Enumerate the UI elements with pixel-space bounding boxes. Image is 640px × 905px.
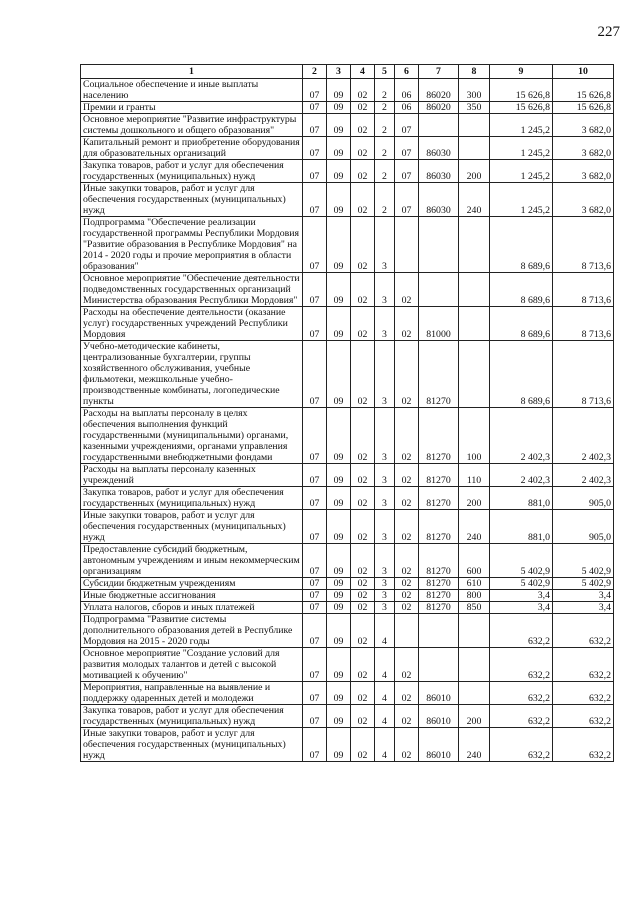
row-description: Мероприятия, направленные на выявление и поддержку одаренных детей и молодежи bbox=[81, 682, 303, 705]
cell-col-2: 07 bbox=[303, 79, 327, 102]
cell-col-9: 15 626,8 bbox=[490, 102, 553, 114]
table-row bbox=[81, 578, 614, 590]
cell-col-8: 800 bbox=[459, 590, 490, 602]
cell-col-9: 8 689,6 bbox=[490, 273, 553, 307]
cell-col-8: 610 bbox=[459, 578, 490, 590]
cell-col-4: 02 bbox=[351, 114, 375, 137]
cell-col-4: 02 bbox=[351, 602, 375, 614]
cell-col-6: 02 bbox=[395, 590, 419, 602]
cell-col-2: 07 bbox=[303, 590, 327, 602]
cell-col-7: 81270 bbox=[419, 510, 459, 544]
cell-col-5: 2 bbox=[375, 102, 395, 114]
cell-col-4: 02 bbox=[351, 614, 375, 648]
cell-col-2: 07 bbox=[303, 341, 327, 408]
cell-col-2: 07 bbox=[303, 648, 327, 682]
table-body bbox=[81, 79, 614, 762]
cell-col-5: 2 bbox=[375, 183, 395, 217]
column-header: 2 bbox=[303, 65, 327, 79]
cell-col-8: 100 bbox=[459, 408, 490, 464]
cell-col-9: 1 245,2 bbox=[490, 160, 553, 183]
cell-col-8 bbox=[459, 137, 490, 160]
cell-col-3: 09 bbox=[327, 217, 351, 273]
row-description: Уплата налогов, сборов и иных платежей bbox=[81, 602, 303, 614]
cell-col-2: 07 bbox=[303, 307, 327, 341]
cell-col-10: 15 626,8 bbox=[553, 79, 614, 102]
row-description: Закупка товаров, работ и услуг для обеспечения государственных (муниципальных) нужд bbox=[81, 705, 303, 728]
cell-col-7: 81270 bbox=[419, 544, 459, 578]
cell-col-5: 3 bbox=[375, 602, 395, 614]
table-row bbox=[81, 408, 614, 464]
cell-col-4: 02 bbox=[351, 728, 375, 762]
cell-col-4: 02 bbox=[351, 137, 375, 160]
cell-col-10: 3,4 bbox=[553, 602, 614, 614]
cell-col-9: 8 689,6 bbox=[490, 217, 553, 273]
cell-col-6: 02 bbox=[395, 487, 419, 510]
cell-col-6: 02 bbox=[395, 578, 419, 590]
table-row bbox=[81, 705, 614, 728]
cell-col-6: 02 bbox=[395, 341, 419, 408]
cell-col-4: 02 bbox=[351, 183, 375, 217]
cell-col-4: 02 bbox=[351, 578, 375, 590]
cell-col-6: 07 bbox=[395, 160, 419, 183]
row-description: Учебно-методические кабинеты, централизованные бухгалтерии, группы хозяйственного обслуживания, учебные фильмотеки, межшкольные учебно-производственные комбинаты, логопедические пункты bbox=[81, 341, 303, 408]
cell-col-2: 07 bbox=[303, 464, 327, 487]
cell-col-5: 2 bbox=[375, 160, 395, 183]
cell-col-6: 02 bbox=[395, 544, 419, 578]
cell-col-4: 02 bbox=[351, 682, 375, 705]
cell-col-8: 240 bbox=[459, 510, 490, 544]
table-row bbox=[81, 602, 614, 614]
cell-col-5: 4 bbox=[375, 648, 395, 682]
cell-col-6: 07 bbox=[395, 137, 419, 160]
row-description: Премии и гранты bbox=[81, 102, 303, 114]
cell-col-10: 632,2 bbox=[553, 682, 614, 705]
row-description: Субсидии бюджетным учреждениям bbox=[81, 578, 303, 590]
cell-col-10: 3 682,0 bbox=[553, 183, 614, 217]
cell-col-4: 02 bbox=[351, 487, 375, 510]
cell-col-8: 110 bbox=[459, 464, 490, 487]
cell-col-10: 3 682,0 bbox=[553, 114, 614, 137]
cell-col-2: 07 bbox=[303, 602, 327, 614]
cell-col-3: 09 bbox=[327, 510, 351, 544]
row-description: Подпрограмма "Развитие системы дополнительного образования детей в Республике Мордовия на 2015 - 2020 годы bbox=[81, 614, 303, 648]
cell-col-7: 81270 bbox=[419, 341, 459, 408]
table-row bbox=[81, 648, 614, 682]
column-header: 7 bbox=[419, 65, 459, 79]
cell-col-3: 09 bbox=[327, 602, 351, 614]
cell-col-5: 2 bbox=[375, 137, 395, 160]
cell-col-8 bbox=[459, 307, 490, 341]
cell-col-2: 07 bbox=[303, 114, 327, 137]
cell-col-7: 81000 bbox=[419, 307, 459, 341]
column-header: 9 bbox=[490, 65, 553, 79]
cell-col-3: 09 bbox=[327, 114, 351, 137]
cell-col-4: 02 bbox=[351, 590, 375, 602]
cell-col-3: 09 bbox=[327, 728, 351, 762]
cell-col-5: 3 bbox=[375, 590, 395, 602]
cell-col-7 bbox=[419, 648, 459, 682]
cell-col-3: 09 bbox=[327, 614, 351, 648]
cell-col-5: 4 bbox=[375, 705, 395, 728]
cell-col-10: 632,2 bbox=[553, 705, 614, 728]
table-row bbox=[81, 464, 614, 487]
cell-col-2: 07 bbox=[303, 102, 327, 114]
cell-col-10: 3 682,0 bbox=[553, 137, 614, 160]
table-row bbox=[81, 728, 614, 762]
cell-col-8 bbox=[459, 614, 490, 648]
table-row bbox=[81, 183, 614, 217]
cell-col-10: 15 626,8 bbox=[553, 102, 614, 114]
cell-col-8 bbox=[459, 114, 490, 137]
cell-col-7 bbox=[419, 614, 459, 648]
cell-col-2: 07 bbox=[303, 578, 327, 590]
cell-col-3: 09 bbox=[327, 648, 351, 682]
cell-col-6: 02 bbox=[395, 408, 419, 464]
cell-col-10: 8 713,6 bbox=[553, 273, 614, 307]
cell-col-3: 09 bbox=[327, 160, 351, 183]
cell-col-9: 632,2 bbox=[490, 682, 553, 705]
row-description: Иные закупки товаров, работ и услуг для обеспечения государственных (муниципальных) нужд bbox=[81, 183, 303, 217]
cell-col-4: 02 bbox=[351, 273, 375, 307]
row-description: Иные закупки товаров, работ и услуг для обеспечения государственных (муниципальных) нужд bbox=[81, 728, 303, 762]
column-header: 3 bbox=[327, 65, 351, 79]
cell-col-4: 02 bbox=[351, 705, 375, 728]
cell-col-3: 09 bbox=[327, 341, 351, 408]
cell-col-7 bbox=[419, 273, 459, 307]
cell-col-3: 09 bbox=[327, 137, 351, 160]
row-description: Социальное обеспечение и иные выплаты населению bbox=[81, 79, 303, 102]
cell-col-10: 905,0 bbox=[553, 510, 614, 544]
column-header: 6 bbox=[395, 65, 419, 79]
row-description: Основное мероприятие "Создание условий для развития молодых талантов и детей с высокой мотивацией к обучению" bbox=[81, 648, 303, 682]
cell-col-10: 2 402,3 bbox=[553, 464, 614, 487]
cell-col-4: 02 bbox=[351, 102, 375, 114]
row-description: Расходы на выплаты персоналу в целях обеспечения выполнения функций государственными (муниципальными) органами, казенными учреждениями, органами управления государственными внебюджетными фондами bbox=[81, 408, 303, 464]
cell-col-5: 4 bbox=[375, 614, 395, 648]
cell-col-8 bbox=[459, 341, 490, 408]
table-row bbox=[81, 487, 614, 510]
cell-col-4: 02 bbox=[351, 160, 375, 183]
cell-col-8: 240 bbox=[459, 728, 490, 762]
row-description: Подпрограмма "Обеспечение реализации государственной программы Республики Мордовия "Развитие образования в Республике Мордовия" на 2014 - 2020 годы и прочие мероприятия в области образования" bbox=[81, 217, 303, 273]
cell-col-3: 09 bbox=[327, 705, 351, 728]
cell-col-6: 07 bbox=[395, 183, 419, 217]
cell-col-3: 09 bbox=[327, 273, 351, 307]
cell-col-3: 09 bbox=[327, 183, 351, 217]
cell-col-2: 07 bbox=[303, 705, 327, 728]
cell-col-5: 2 bbox=[375, 79, 395, 102]
cell-col-5: 3 bbox=[375, 544, 395, 578]
page-number: 227 bbox=[597, 24, 620, 40]
table-row bbox=[81, 614, 614, 648]
cell-col-5: 3 bbox=[375, 464, 395, 487]
row-description: Капитальный ремонт и приобретение оборудования для образовательных организаций bbox=[81, 137, 303, 160]
cell-col-10: 905,0 bbox=[553, 487, 614, 510]
cell-col-2: 07 bbox=[303, 728, 327, 762]
cell-col-5: 3 bbox=[375, 510, 395, 544]
cell-col-4: 02 bbox=[351, 544, 375, 578]
cell-col-9: 1 245,2 bbox=[490, 137, 553, 160]
table-row bbox=[81, 217, 614, 273]
cell-col-6: 02 bbox=[395, 273, 419, 307]
header-row bbox=[81, 65, 614, 79]
cell-col-6: 02 bbox=[395, 307, 419, 341]
cell-col-6: 02 bbox=[395, 602, 419, 614]
cell-col-9: 5 402,9 bbox=[490, 578, 553, 590]
row-description: Расходы на выплаты персоналу казенных учреждений bbox=[81, 464, 303, 487]
cell-col-2: 07 bbox=[303, 510, 327, 544]
cell-col-2: 07 bbox=[303, 160, 327, 183]
cell-col-7: 81270 bbox=[419, 408, 459, 464]
cell-col-5: 3 bbox=[375, 578, 395, 590]
cell-col-8: 200 bbox=[459, 487, 490, 510]
cell-col-5: 3 bbox=[375, 487, 395, 510]
cell-col-9: 8 689,6 bbox=[490, 341, 553, 408]
row-description: Предоставление субсидий бюджетным, автономным учреждениям и иным некоммерческим организациям bbox=[81, 544, 303, 578]
cell-col-9: 881,0 bbox=[490, 487, 553, 510]
table-row bbox=[81, 510, 614, 544]
cell-col-4: 02 bbox=[351, 341, 375, 408]
cell-col-2: 07 bbox=[303, 217, 327, 273]
cell-col-9: 3,4 bbox=[490, 602, 553, 614]
cell-col-3: 09 bbox=[327, 464, 351, 487]
cell-col-2: 07 bbox=[303, 682, 327, 705]
cell-col-9: 632,2 bbox=[490, 728, 553, 762]
cell-col-2: 07 bbox=[303, 137, 327, 160]
cell-col-2: 07 bbox=[303, 273, 327, 307]
cell-col-9: 5 402,9 bbox=[490, 544, 553, 578]
cell-col-9: 2 402,3 bbox=[490, 464, 553, 487]
cell-col-7: 86020 bbox=[419, 102, 459, 114]
cell-col-2: 07 bbox=[303, 544, 327, 578]
cell-col-6: 02 bbox=[395, 464, 419, 487]
cell-col-7: 81270 bbox=[419, 590, 459, 602]
row-description: Закупка товаров, работ и услуг для обеспечения государственных (муниципальных) нужд bbox=[81, 160, 303, 183]
cell-col-6: 06 bbox=[395, 79, 419, 102]
cell-col-3: 09 bbox=[327, 307, 351, 341]
cell-col-6: 02 bbox=[395, 510, 419, 544]
cell-col-10: 5 402,9 bbox=[553, 578, 614, 590]
cell-col-4: 02 bbox=[351, 79, 375, 102]
cell-col-3: 09 bbox=[327, 578, 351, 590]
cell-col-3: 09 bbox=[327, 682, 351, 705]
cell-col-5: 2 bbox=[375, 114, 395, 137]
cell-col-7 bbox=[419, 217, 459, 273]
cell-col-5: 3 bbox=[375, 307, 395, 341]
cell-col-5: 3 bbox=[375, 217, 395, 273]
cell-col-6: 02 bbox=[395, 728, 419, 762]
cell-col-4: 02 bbox=[351, 217, 375, 273]
cell-col-10: 8 713,6 bbox=[553, 217, 614, 273]
cell-col-9: 632,2 bbox=[490, 648, 553, 682]
cell-col-5: 3 bbox=[375, 341, 395, 408]
cell-col-9: 15 626,8 bbox=[490, 79, 553, 102]
cell-col-3: 09 bbox=[327, 590, 351, 602]
column-header: 10 bbox=[553, 65, 614, 79]
cell-col-5: 3 bbox=[375, 273, 395, 307]
cell-col-2: 07 bbox=[303, 487, 327, 510]
cell-col-9: 1 245,2 bbox=[490, 114, 553, 137]
cell-col-7: 81270 bbox=[419, 464, 459, 487]
cell-col-10: 3,4 bbox=[553, 590, 614, 602]
cell-col-8 bbox=[459, 682, 490, 705]
cell-col-7: 86010 bbox=[419, 705, 459, 728]
cell-col-9: 2 402,3 bbox=[490, 408, 553, 464]
cell-col-3: 09 bbox=[327, 487, 351, 510]
cell-col-10: 8 713,6 bbox=[553, 307, 614, 341]
cell-col-9: 881,0 bbox=[490, 510, 553, 544]
cell-col-7: 86030 bbox=[419, 183, 459, 217]
table-row bbox=[81, 273, 614, 307]
cell-col-2: 07 bbox=[303, 408, 327, 464]
cell-col-4: 02 bbox=[351, 408, 375, 464]
row-description: Основное мероприятие "Развитие инфраструктуры системы дошкольного и общего образования" bbox=[81, 114, 303, 137]
cell-col-8: 200 bbox=[459, 160, 490, 183]
cell-col-8 bbox=[459, 273, 490, 307]
cell-col-7: 86030 bbox=[419, 160, 459, 183]
column-header: 8 bbox=[459, 65, 490, 79]
cell-col-6 bbox=[395, 614, 419, 648]
cell-col-7: 81270 bbox=[419, 578, 459, 590]
cell-col-5: 3 bbox=[375, 408, 395, 464]
cell-col-9: 3,4 bbox=[490, 590, 553, 602]
cell-col-9: 8 689,6 bbox=[490, 307, 553, 341]
cell-col-7: 86020 bbox=[419, 79, 459, 102]
cell-col-5: 4 bbox=[375, 682, 395, 705]
cell-col-3: 09 bbox=[327, 544, 351, 578]
cell-col-4: 02 bbox=[351, 510, 375, 544]
cell-col-7: 86010 bbox=[419, 728, 459, 762]
row-description: Расходы на обеспечение деятельности (оказание услуг) государственных учреждений Республики Мордовия bbox=[81, 307, 303, 341]
row-description: Иные бюджетные ассигнования bbox=[81, 590, 303, 602]
cell-col-10: 5 402,9 bbox=[553, 544, 614, 578]
cell-col-7: 81270 bbox=[419, 487, 459, 510]
table-row bbox=[81, 590, 614, 602]
column-header: 5 bbox=[375, 65, 395, 79]
cell-col-10: 632,2 bbox=[553, 728, 614, 762]
table-row bbox=[81, 307, 614, 341]
table-row bbox=[81, 114, 614, 137]
cell-col-7: 81270 bbox=[419, 602, 459, 614]
cell-col-8: 300 bbox=[459, 79, 490, 102]
budget-table bbox=[80, 64, 614, 762]
cell-col-9: 632,2 bbox=[490, 705, 553, 728]
cell-col-4: 02 bbox=[351, 464, 375, 487]
cell-col-10: 632,2 bbox=[553, 648, 614, 682]
cell-col-6: 02 bbox=[395, 705, 419, 728]
table-row bbox=[81, 79, 614, 102]
cell-col-7: 86010 bbox=[419, 682, 459, 705]
cell-col-2: 07 bbox=[303, 614, 327, 648]
cell-col-4: 02 bbox=[351, 648, 375, 682]
table-row bbox=[81, 682, 614, 705]
cell-col-7: 86030 bbox=[419, 137, 459, 160]
cell-col-8 bbox=[459, 648, 490, 682]
cell-col-3: 09 bbox=[327, 408, 351, 464]
cell-col-3: 09 bbox=[327, 79, 351, 102]
cell-col-8: 850 bbox=[459, 602, 490, 614]
cell-col-10: 8 713,6 bbox=[553, 341, 614, 408]
cell-col-6: 02 bbox=[395, 682, 419, 705]
cell-col-4: 02 bbox=[351, 307, 375, 341]
cell-col-8: 240 bbox=[459, 183, 490, 217]
row-description: Иные закупки товаров, работ и услуг для обеспечения государственных (муниципальных) нужд bbox=[81, 510, 303, 544]
column-header: 1 bbox=[81, 65, 303, 79]
cell-col-10: 2 402,3 bbox=[553, 408, 614, 464]
cell-col-8 bbox=[459, 217, 490, 273]
cell-col-2: 07 bbox=[303, 183, 327, 217]
cell-col-9: 1 245,2 bbox=[490, 183, 553, 217]
cell-col-8: 600 bbox=[459, 544, 490, 578]
cell-col-6 bbox=[395, 217, 419, 273]
cell-col-3: 09 bbox=[327, 102, 351, 114]
cell-col-5: 4 bbox=[375, 728, 395, 762]
table-row bbox=[81, 137, 614, 160]
cell-col-6: 07 bbox=[395, 114, 419, 137]
cell-col-8: 200 bbox=[459, 705, 490, 728]
table-row bbox=[81, 160, 614, 183]
cell-col-8: 350 bbox=[459, 102, 490, 114]
row-description: Основное мероприятие "Обеспечение деятельности подведомственных государственных организаций Министерства образования Республики Мордовия" bbox=[81, 273, 303, 307]
cell-col-6: 02 bbox=[395, 648, 419, 682]
cell-col-6: 06 bbox=[395, 102, 419, 114]
cell-col-9: 632,2 bbox=[490, 614, 553, 648]
table-row bbox=[81, 544, 614, 578]
cell-col-10: 632,2 bbox=[553, 614, 614, 648]
column-header: 4 bbox=[351, 65, 375, 79]
row-description: Закупка товаров, работ и услуг для обеспечения государственных (муниципальных) нужд bbox=[81, 487, 303, 510]
cell-col-10: 3 682,0 bbox=[553, 160, 614, 183]
cell-col-7 bbox=[419, 114, 459, 137]
table-row bbox=[81, 102, 614, 114]
table-row bbox=[81, 341, 614, 408]
